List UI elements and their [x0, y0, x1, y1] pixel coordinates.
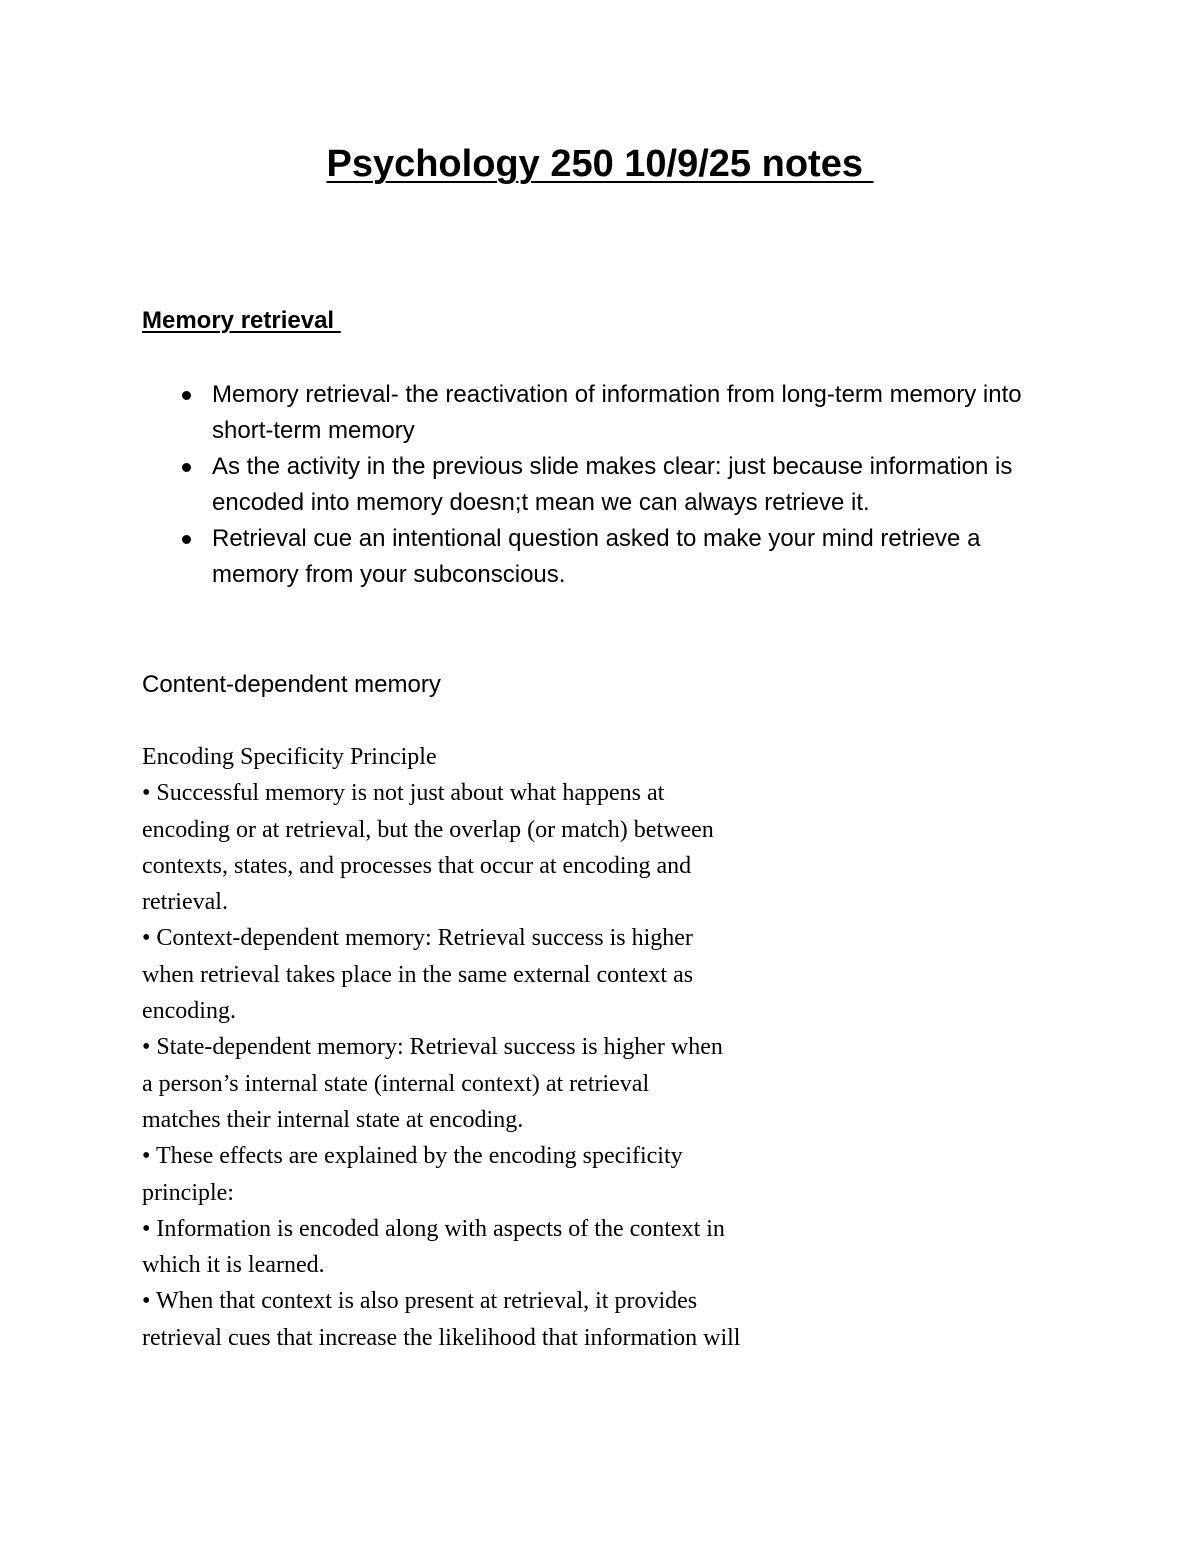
list-item — [142, 449, 1042, 521]
text-line: which it is learned. — [142, 1252, 325, 1279]
subheading: Content-dependent memory — [142, 671, 441, 698]
list-item — [142, 521, 1042, 593]
bullet-icon — [182, 535, 191, 544]
text-line: • Context-dependent memory: Retrieval success is higher — [142, 925, 693, 952]
list-item-text: As the activity in the previous slide makes clear: just because information is encoded into memory doesn;t mean we can always retrieve it. — [212, 453, 1013, 516]
text-line: when retrieval takes place in the same external context as — [142, 961, 694, 988]
list-item — [142, 377, 1042, 449]
text-line: Encoding Specificity Principle — [142, 744, 437, 770]
text-line: • These effects are explained by the encoding specificity — [142, 1143, 683, 1170]
text-line: retrieval. — [142, 889, 228, 916]
page-title: Psychology 250 10/9/25 notes — [326, 143, 874, 185]
list-item-text: Memory retrieval- the reactivation of information from long-term memory into short-term memory — [212, 381, 1022, 444]
section-heading: Memory retrieval — [142, 307, 341, 334]
text-line: • Successful memory is not just about what happens at — [142, 780, 665, 807]
bullet-list — [142, 377, 1042, 593]
bullet-icon — [182, 391, 191, 400]
bullet-icon — [182, 463, 191, 472]
text-line: encoding or at retrieval, but the overlap (or match) between — [142, 816, 714, 843]
text-line: matches their internal state at encoding. — [142, 1106, 524, 1133]
list-item-text: Retrieval cue an intentional question asked to make your mind retrieve a memory from your subconscious. — [212, 525, 981, 588]
text-line: • When that context is also present at retrieval, it provides — [142, 1288, 698, 1315]
text-line: • State-dependent memory: Retrieval success is higher when — [142, 1034, 723, 1061]
text-line: contexts, states, and processes that occur at encoding and — [142, 852, 692, 879]
text-line: • Information is encoded along with aspects of the context in — [142, 1215, 725, 1242]
text-line: principle: — [142, 1179, 234, 1206]
text-line: retrieval cues that increase the likelihood that information will — [142, 1324, 741, 1351]
text-line: encoding. — [142, 998, 236, 1025]
pasted-notes — [142, 739, 862, 1356]
text-line: a person’s internal state (internal context) at retrieval — [142, 1070, 650, 1097]
